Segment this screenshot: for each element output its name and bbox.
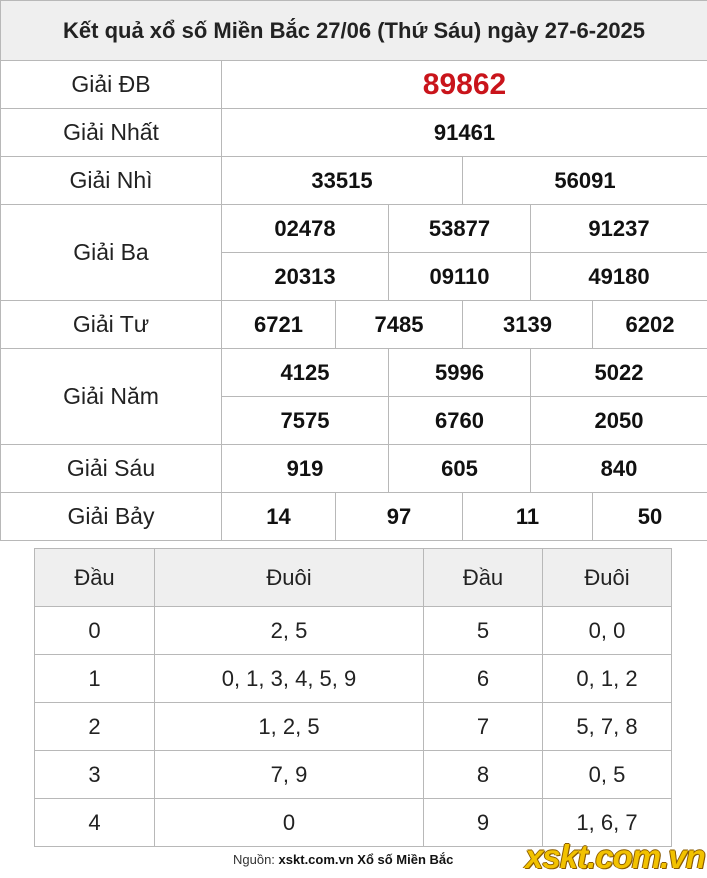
prize-number: 840 — [531, 445, 707, 493]
loto-dau: 1 — [35, 655, 155, 703]
prize-number: 02478 — [222, 205, 389, 253]
prize-number: 6760 — [389, 397, 531, 445]
prize-label-nhi: Giải Nhì — [1, 157, 222, 205]
prize-number: 49180 — [531, 253, 707, 301]
loto-duoi: 0, 0 — [543, 607, 672, 655]
loto-dau: 4 — [35, 799, 155, 847]
page-title: Kết quả xổ số Miền Bắc 27/06 (Thứ Sáu) ngày 27-6-2025 — [1, 1, 707, 61]
loto-dau: 2 — [35, 703, 155, 751]
prize-label-tu: Giải Tư — [1, 301, 222, 349]
source-prefix: Nguồn: — [233, 852, 279, 867]
prize-label-nhat: Giải Nhất — [1, 109, 222, 157]
loto-duoi: 2, 5 — [155, 607, 424, 655]
prize-number: 6202 — [593, 301, 707, 349]
prize-number: 91237 — [531, 205, 707, 253]
prize-number: 50 — [593, 493, 707, 541]
prize-number: 14 — [222, 493, 336, 541]
loto-dau: 7 — [424, 703, 543, 751]
source-link[interactable]: xskt.com.vn Xổ số Miền Bắc — [278, 852, 454, 867]
loto-row — [35, 655, 672, 703]
prize-row-nhat — [1, 109, 707, 157]
prize-number: 919 — [222, 445, 389, 493]
prize-number: 6721 — [222, 301, 336, 349]
prize-number: 605 — [389, 445, 531, 493]
prize-row-tu — [1, 301, 707, 349]
prize-row-bay — [1, 493, 707, 541]
prize-number: 20313 — [222, 253, 389, 301]
brand-logo: xskt.com.vn — [525, 838, 705, 875]
loto-header-dau: Đầu — [35, 549, 155, 607]
loto-row — [35, 607, 672, 655]
loto-duoi: 0, 1, 3, 4, 5, 9 — [155, 655, 424, 703]
loto-duoi: 0, 5 — [543, 751, 672, 799]
prize-label-nam: Giải Năm — [1, 349, 222, 445]
prize-number: 11 — [463, 493, 593, 541]
prize-number: 97 — [336, 493, 463, 541]
title-row — [1, 1, 707, 61]
loto-duoi: 0, 1, 2 — [543, 655, 672, 703]
prize-row-nhi — [1, 157, 707, 205]
loto-row — [35, 703, 672, 751]
loto-dau: 9 — [424, 799, 543, 847]
loto-duoi: 0 — [155, 799, 424, 847]
prize-label-ba: Giải Ba — [1, 205, 222, 301]
prize-row-sau — [1, 445, 707, 493]
prize-row-db — [1, 61, 707, 109]
prize-number: 33515 — [222, 157, 463, 205]
prize-number: 7485 — [336, 301, 463, 349]
special-prize-number: 89862 — [222, 61, 707, 109]
prize-number: 4125 — [222, 349, 389, 397]
loto-dau: 6 — [424, 655, 543, 703]
loto-row — [35, 751, 672, 799]
source-credit — [233, 852, 453, 867]
loto-dau: 8 — [424, 751, 543, 799]
prize-number: 56091 — [463, 157, 707, 205]
loto-dau: 0 — [35, 607, 155, 655]
prize-number: 91461 — [222, 109, 707, 157]
prize-label-db: Giải ĐB — [1, 61, 222, 109]
loto-duoi: 1, 2, 5 — [155, 703, 424, 751]
prize-number: 53877 — [389, 205, 531, 253]
prize-number: 09110 — [389, 253, 531, 301]
prize-number: 2050 — [531, 397, 707, 445]
loto-header-row — [35, 549, 672, 607]
prize-number: 3139 — [463, 301, 593, 349]
loto-duoi: 1, 6, 7 — [543, 799, 672, 847]
loto-dau: 3 — [35, 751, 155, 799]
loto-header-duoi: Đuôi — [155, 549, 424, 607]
loto-dau: 5 — [424, 607, 543, 655]
prize-label-sau: Giải Sáu — [1, 445, 222, 493]
prize-number: 5022 — [531, 349, 707, 397]
prize-row-nam — [1, 349, 707, 397]
loto-duoi: 7, 9 — [155, 751, 424, 799]
prize-number: 5996 — [389, 349, 531, 397]
prize-number: 7575 — [222, 397, 389, 445]
loto-header-duoi: Đuôi — [543, 549, 672, 607]
loto-table — [34, 548, 672, 847]
loto-header-dau: Đầu — [424, 549, 543, 607]
prize-label-bay: Giải Bảy — [1, 493, 222, 541]
prize-row-ba — [1, 205, 707, 253]
loto-duoi: 5, 7, 8 — [543, 703, 672, 751]
